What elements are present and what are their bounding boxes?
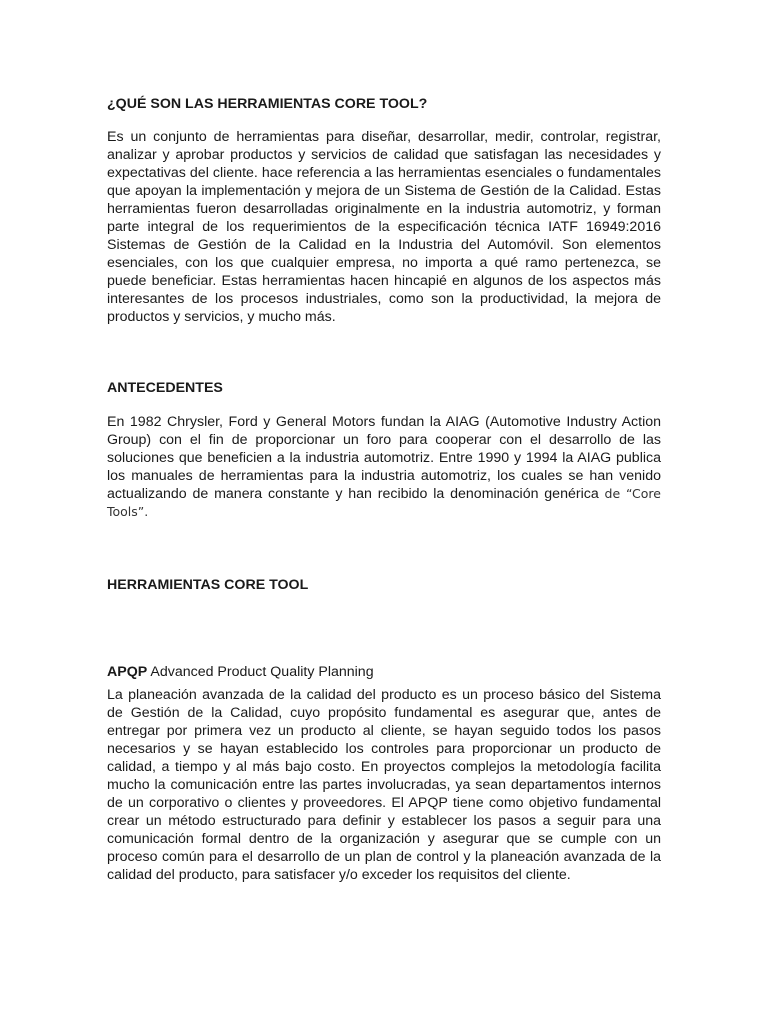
section-body-apqp: La planeación avanzada de la calidad del producto es un proceso básico del Sistema de Gestión de la Calidad, cuyo propósito fundamental es asegurar que, antes de entregar por primera vez un producto al cliente, se hayan seguido todos los pasos necesarios y se hayan establecido los controles para proporcionar un producto de calidad, a tiempo y al más bajo costo. En proyectos complejos la metodología facilita mucho la comunicación entre las partes involucradas, ya sean departamentos internos de un corporativo o clientes y proveedores. El APQP tiene como objetivo fundamental crear un método estructurado para definir y establecer los pasos a seguir para una comunicación formal dentro de la organización y asegurar que se cumple con un proceso común para el desarrollo de un plan de control y la planeación avanzada de la calidad del producto, para satisfacer y/o exceder los requisitos del cliente. — [107, 687, 661, 883]
section-body-antecedentes — [107, 413, 661, 521]
apqp-acronym: APQP — [107, 664, 148, 681]
apqp-subheading — [107, 663, 374, 681]
section-heading-antecedentes: ANTECEDENTES — [107, 380, 223, 396]
section-heading-herramientas: HERRAMIENTAS CORE TOOL — [107, 577, 309, 593]
antecedentes-body-text: En 1982 Chrysler, Ford y General Motors fundan la AIAG (Automotive Industry Action Group) con el fin de proporcionar un foro para cooperar con el desarrollo de las soluciones que beneficien a la industria automotriz. Entre 1990 y 1994 la AIAG publica los manuales de herramientas para la industria automotriz, los cuales se han venido actualizando de manera constante y han recibido la denominación genérica — [107, 414, 661, 502]
antecedentes-body-tail: de “Core Tools”. — [107, 486, 661, 519]
section-heading-que-son: ¿QUÉ SON LAS HERRAMIENTAS CORE TOOL? — [107, 96, 428, 112]
apqp-title: Advanced Product Quality Planning — [150, 664, 374, 681]
section-body-que-son: Es un conjunto de herramientas para diseñar, desarrollar, medir, controlar, registrar, analizar y aprobar productos y servicios de calidad que satisfagan las necesidades y expectativas del cliente. hace referencia a las herramientas esenciales o fundamentales que apoyan la implementación y mejora de un Sistema de Gestión de la Calidad. Estas herramientas fueron desarrolladas originalmente en la industria automotriz, y forman parte integral de los requerimientos de la especificación técnica IATF 16949:2016 Sistemas de Gestión de la Calidad en la Industria del Automóvil. Son elementos esenciales, con los que cualquier empresa, no importa a qué ramo pertenezca, se puede beneficiar. Estas herramientas hacen hincapié en algunos de los aspectos más interesantes de los procesos industriales, como son la productividad, la mejora de productos y servicios, y mucho más. — [107, 129, 661, 325]
